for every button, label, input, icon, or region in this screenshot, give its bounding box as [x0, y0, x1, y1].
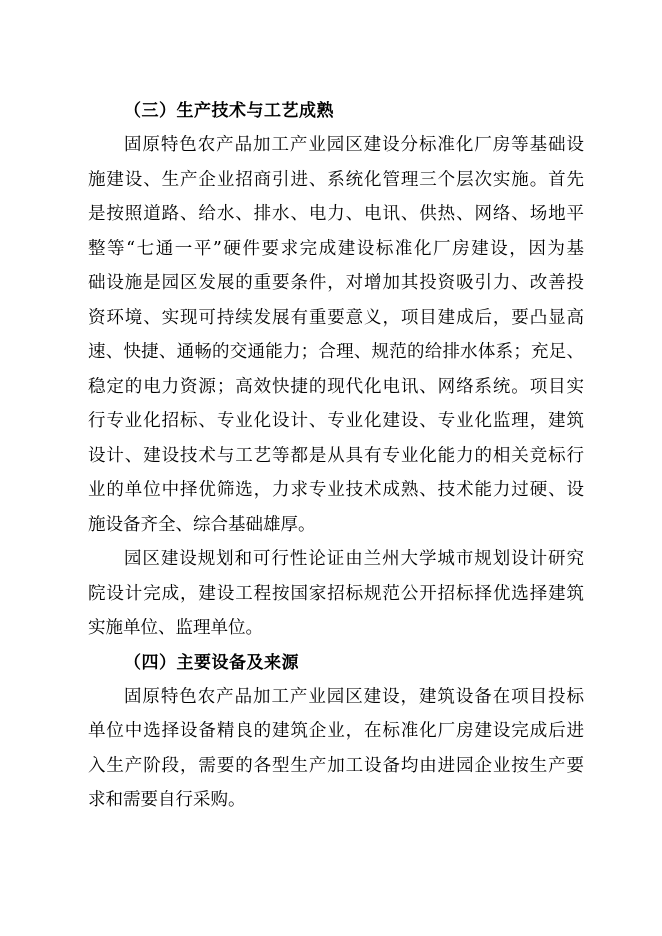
text-line: 园区建设规划和可行性论证由兰州大学城市规划设计研究	[124, 549, 584, 569]
section-3-paragraph-1	[88, 128, 584, 542]
text-line: 资环境、实现可持续发展有重要意义，项目建成后，要凸显高	[88, 307, 584, 328]
text-line: 整等“七通一平”硬件要求完成建设标准化厂房建设，因为基	[88, 238, 584, 259]
text-line: 行专业化招标、专业化设计、专业化建设、专业化监理，建筑	[88, 411, 584, 431]
text-line: 是按照道路、给水、排水、电力、电讯、供热、网络、场地平	[88, 204, 584, 224]
text-line: 础设施是园区发展的重要条件，对增加其投资吸引力、改善投	[88, 273, 584, 293]
text-line: 稳定的电力资源；高效快捷的现代化电讯、网络系统。项目实	[88, 376, 584, 397]
section-4-paragraph-1	[88, 680, 584, 818]
text-line: 固原特色农产品加工产业园区建设，建筑设备在项目投标	[124, 686, 584, 707]
text-line: 业的单位中择优筛选，力求专业技术成熟、技术能力过硬、设	[88, 480, 584, 500]
text-line: 施设备齐全、综合基础雄厚。	[88, 514, 316, 535]
text-line: 设计、建设技术与工艺等都是从具有专业化能力的相关竞标行	[88, 445, 584, 466]
text-line: 实施单位、监理单位。	[88, 618, 263, 638]
document-body	[88, 94, 584, 818]
text-line: 院设计完成，建设工程按国家招标规范公开招标择优选择建筑	[88, 583, 584, 604]
text-line: 速、快捷、通畅的交通能力；合理、规范的给排水体系；充足、	[88, 342, 584, 362]
section-3-heading: （三）生产技术与工艺成熟	[124, 101, 334, 121]
text-line: 施建设、生产企业招商引进、系统化管理三个层次实施。首先	[88, 169, 584, 190]
text-line: 求和需要自行采购。	[88, 790, 246, 810]
text-line: 入生产阶段，需要的各型生产加工设备均由进园企业按生产要	[88, 755, 584, 776]
section-4-heading: （四）主要设备及来源	[124, 652, 299, 673]
text-line: 固原特色农产品加工产业园区建设分标准化厂房等基础设	[124, 135, 584, 155]
section-3-paragraph-2	[88, 542, 584, 646]
text-line: 单位中选择设备精良的建筑企业，在标准化厂房建设完成后进	[88, 721, 584, 741]
